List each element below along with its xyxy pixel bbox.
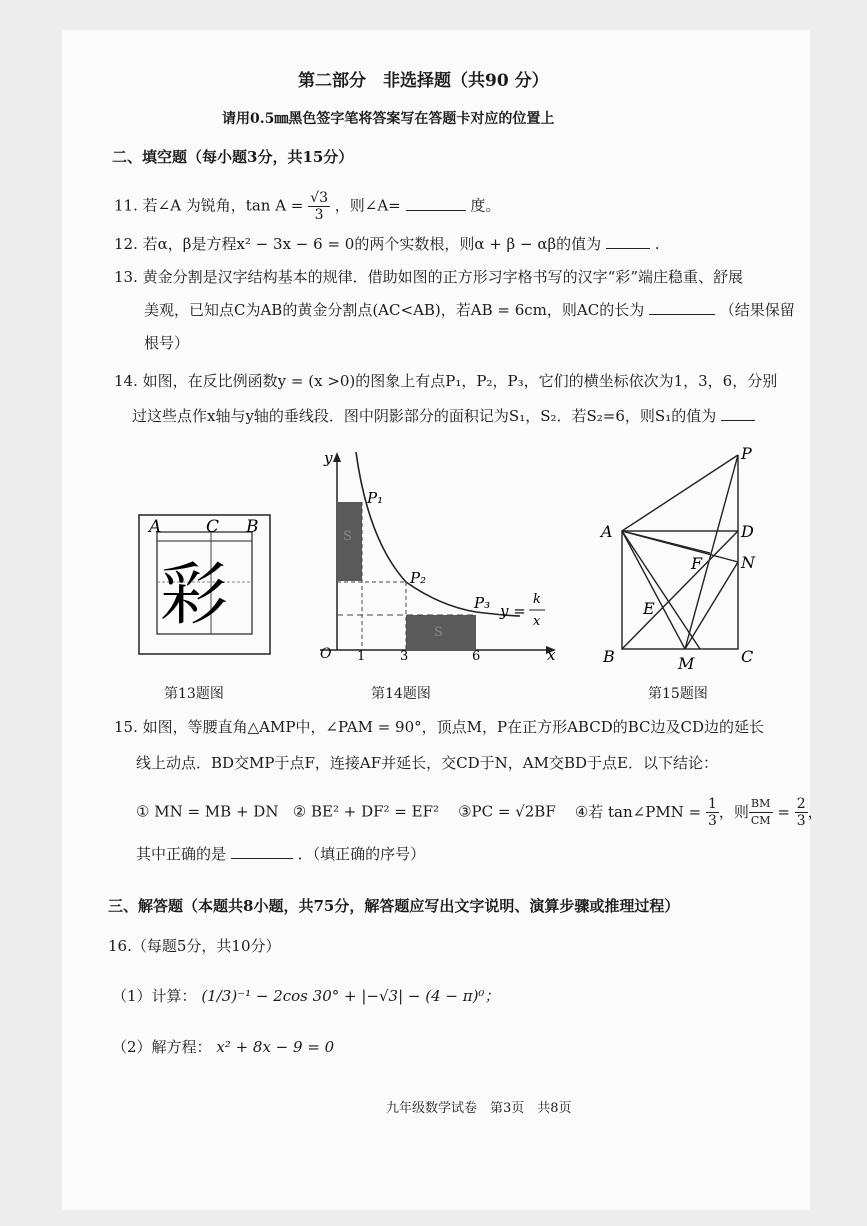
point-label-p2: P₂ [410, 569, 427, 587]
question-16-head: 16.（每题5分，共10分） [108, 937, 281, 955]
label-E: E [643, 599, 655, 618]
label-B: B [603, 647, 615, 666]
tick-label-1: 1 [357, 649, 366, 664]
answer-instruction: 请用0.5㎜黑色签字笔将答案写在答题卡对应的位置上 [222, 111, 555, 127]
region-label-s1: S [343, 529, 352, 544]
question-text: 过这些点作x轴与y轴的垂线段．图中阴影部分的面积记为S₁，S₂．若S₂=6，则S₁的值为 [132, 407, 717, 425]
section-heading-solutions: 三、解答题（本题共8小题，共75分，解答题应写出文字说明、演算步骤或推理过程） [108, 897, 680, 915]
point-label-p1: P₁ [367, 489, 384, 507]
question-text: (x >0)的图象上有点P₁，P₂，P₃，它们的横坐标依次为1，3，6，分别 [308, 372, 778, 390]
conclusion-text: ④若 tan∠PMN = [574, 802, 702, 821]
figure-13-caption: 第13题图 [164, 686, 224, 702]
question-text: 如图，在反比例函数y = [142, 372, 304, 390]
conclusion-4 [574, 796, 823, 829]
fraction-sqrt3-over-3: $\frac{√3}{3}$ [310, 190, 328, 223]
label-C: C [206, 517, 220, 537]
origin-label: O [320, 646, 332, 662]
question-number: 13. [114, 268, 138, 286]
question-16-part1 [112, 985, 499, 1006]
question-text: 美观，已知点C为AB的黄金分割点(AC<AB)，若AB = 6cm，则AC的长为 [144, 301, 645, 319]
question-number: 14. [114, 372, 138, 390]
conclusion-text: ，则 [718, 802, 749, 821]
question-text: 度。 [470, 196, 501, 215]
figure-13 [139, 515, 270, 654]
question-13-line3: 根号） [144, 334, 190, 352]
region-label-s2: S [434, 625, 443, 640]
question-16-part2 [112, 1036, 334, 1057]
part-label: （1）计算： [112, 987, 197, 1005]
axis-label-x: x [547, 646, 556, 664]
label-A: A [149, 517, 162, 537]
label-F: F [691, 554, 703, 573]
question-15 [114, 716, 764, 737]
label-M: M [678, 654, 695, 673]
fraction-2-over-3: $\frac{2}{3}$ [796, 796, 806, 829]
conclusion-3: ③PC = √2BF [458, 802, 556, 821]
question-number: 12. [114, 235, 138, 253]
label-P: P [741, 444, 752, 463]
function-label-k: k [533, 592, 541, 607]
question-15-conclusions [136, 796, 823, 829]
question-text: ．（填正确的序号） [297, 845, 426, 863]
point-label-p3: P₃ [474, 594, 491, 612]
question-text: 若α，β是方程x² − 3x − 6 = 0的两个实数根，则α + β − αβ的值为 [142, 235, 602, 253]
equals: = [777, 802, 790, 821]
question-15-line2: 线上动点．BD交MP于点F，连接AF并延长，交CD于N，AM交BD于点E．以下结论： [136, 754, 718, 772]
conclusion-2: ② BE² + DF² = EF² [292, 802, 439, 821]
function-label-y: y = [500, 602, 526, 620]
question-text: 其中正确的是 [136, 845, 227, 863]
section-heading-fill-in: 二、填空题（每小题3分，共15分） [112, 148, 354, 166]
label-B: B [246, 517, 259, 537]
fraction-bm-over-cm: $\frac{BM}{CM}$ [750, 797, 771, 827]
question-text: 若∠A 为锐角，tan A = [142, 196, 304, 215]
label-A: A [601, 522, 613, 541]
question-number: 11. [114, 196, 138, 215]
question-text: ，则∠A= [334, 196, 401, 215]
math-expression: x² + 8x − 9 = 0 [216, 1038, 335, 1056]
axis-label-y: y [324, 449, 333, 467]
tick-label-3: 3 [400, 649, 409, 664]
label-D: D [741, 522, 754, 541]
label-C: C [741, 647, 754, 666]
calligraphy-character: 彩 [160, 556, 229, 635]
question-15-answer-line [136, 843, 425, 864]
function-label-x: x [533, 614, 541, 629]
comma: ， [807, 802, 823, 821]
hyperbola-curve [356, 452, 520, 616]
figure-15 [622, 455, 738, 649]
fraction-1-over-3: $\frac{1}{3}$ [707, 796, 717, 829]
question-text: 如图，等腰直角△AMP中，∠PAM = 90°，顶点M，P在正方形ABCD的BC边及CD边的延长 [142, 718, 765, 736]
period: . [654, 235, 660, 253]
tick-label-6: 6 [472, 649, 481, 664]
figure-14 [320, 449, 556, 664]
figure-15-caption: 第15题图 [648, 686, 708, 702]
part-label: （2）解方程： [112, 1038, 212, 1056]
figure-14-caption: 第14题图 [371, 686, 431, 702]
question-text: 黄金分割是汉字结构基本的规律．借助如图的正方形习字格书写的汉字“彩”端庄稳重、舒展 [142, 268, 743, 286]
label-N: N [741, 553, 755, 572]
page-footer: 九年级数学试卷 第3页 共8页 [386, 1101, 572, 1116]
part-title: 第二部分 非选择题（共90 分） [298, 71, 549, 91]
conclusion-1: ① MN = MB + DN [136, 802, 279, 821]
question-number: 15. [114, 718, 138, 736]
question-text: （结果保留 [719, 301, 795, 319]
math-expression: (1/3)⁻¹ − 2cos 30° + |−√3| − (4 − π)⁰； [201, 987, 500, 1005]
answer-blank [231, 844, 293, 859]
